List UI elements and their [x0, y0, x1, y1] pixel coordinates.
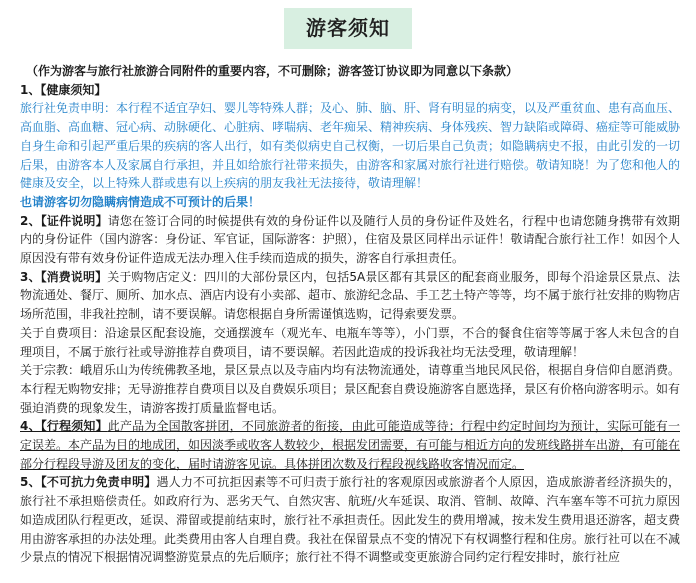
force-body: 遇人力不可抗拒因素等不可归责于旅行社的客观原因或旅游者个人原因，造成旅游者经济损失的，旅行社不承担赔偿责任。如政府行为、恶劣天气、自然灾害、航班/火车延误、取消、管制、故障、汽车塞车等不可抗力原因如造成团队行程更改，延误、滞留或提前结束时，旅行社不承担责任。因此发生的费用增减，按未发生费用退还游客，超支费用由游客承担的办法处理。此类费用由客人自理自费。我社在保留景点不变的情况下有权调整行程和住房。旅行社可以在不减少景点的情况下根据情况调整游览景点的先后顺序；旅行社不得不调整或变更旅游合同约定行程安排时，旅行社应	[20, 475, 681, 565]
section-heading: 4、【行程须知】	[20, 419, 108, 434]
section-id	[20, 212, 680, 268]
section-force-majeure	[20, 473, 680, 567]
notice-content	[20, 62, 680, 567]
section-heading: 1、【健康须知】	[20, 82, 107, 97]
section-heading: 3、【消费说明】	[20, 269, 108, 284]
health-disclaimer: 旅行社免责申明：本行程不适宜孕妇、婴儿等特殊人群；及心、肺、脑、肝、肾有明显的病变，以及严重贫血、患有高血压、高血脂、高血糖、冠心病、动脉硬化、心脏病、哮喘病、老年痴呆、精神疾病、身体残疾、智力缺陷或障碍、癌症等可能威胁自身生命和引起严重后果的疾病的客人出行，如有类似病史自己权衡，一切后果自己负责；如隐瞒病史不报，由此引发的一切后果，由游客本人及家属自行承担，并且如给旅行社带来损失，由游客和家属对旅行社进行赔偿。敬请知晓！为了您和他人的健康及安全，以上特殊人群或患有以上疾病的朋友我社无法接待，敬请理解！	[20, 101, 681, 191]
health-warning: 也请游客切勿隐瞒病情造成不可预计的后果！	[20, 194, 261, 209]
section-heading: 2、【证件说明】	[20, 213, 108, 228]
subtitle: （作为游客与旅行社旅游合同附件的重要内容，不可删除；游客签订协议即为同意以下条款）	[26, 64, 519, 78]
title-area	[0, 8, 696, 49]
page-title: 游客须知	[284, 8, 412, 49]
section-heading: 5、【不可抗力免责申明】	[20, 475, 157, 490]
section-shopping	[20, 268, 680, 324]
section-trip	[20, 417, 680, 473]
section-health	[20, 81, 680, 212]
id-body: 请您在签订合同的时候提供有效的身份证件以及随行人员的身份证件及姓名，行程中也请您随身携带有效期内的身份证件（国内游客：身份证、军官证，国际游客：护照），住宿及景区同样出示证件！敬请配合旅行社工作！如因个人原因没有带有效身份证件造成无法办理入住手续而造成的损失，游客自行承担责任。	[20, 213, 680, 266]
shopping-religion: 关于宗教：峨眉乐山为传统佛教圣地，景区景点以及寺庙内均有法物流通处，请尊重当地民风民俗，根据自身信仰自愿消费。本行程无购物安排；无导游推荐自费项目以及自费娱乐项目；景区配套自费设施游客自愿选择，景区有价格向游客明示。如有强迫消费的现象发生，请游客拨打质量监督电话。	[20, 363, 681, 415]
shopping-definition: 关于购物店定义：四川的大部份景区内，包括5A景区都有其景区的配套商业服务，即每个沿途景区景点、法物流通处、餐厅、厕所、加水点、酒店内设有小卖部、超市、旅游纪念品、手工艺土特产等等，均不属于旅行社安排的购物店场所范围，非我社控制，请不要误解。请您根据自身所需谨慎选购，记得索要发票。	[20, 269, 681, 322]
shopping-self-pay: 关于自费项目：沿途景区配套设施，交通摆渡车（观光车、电瓶车等等），小门票，不合的餐食住宿等等属于客人未包含的自理项目，不属于旅行社或导游推荐自费项目，请不要误解。若因此造成的投诉我社均无法受理，敬请理解！	[20, 325, 680, 359]
trip-body: 此产品为全国散客拼团，不同旅游者的衔接，由此可能造成等待；行程中约定时间均为预计，实际可能有一定误差。本产品为目的地成团，如因淡季或收客人数较少，根据发团需要，有可能与相近方向的发班线路拼车出游，有可能在部分行程段导游及团友的变化，届时请游客见谅。具体拼团次数及行程段视线路收客情况而定。	[20, 419, 681, 471]
